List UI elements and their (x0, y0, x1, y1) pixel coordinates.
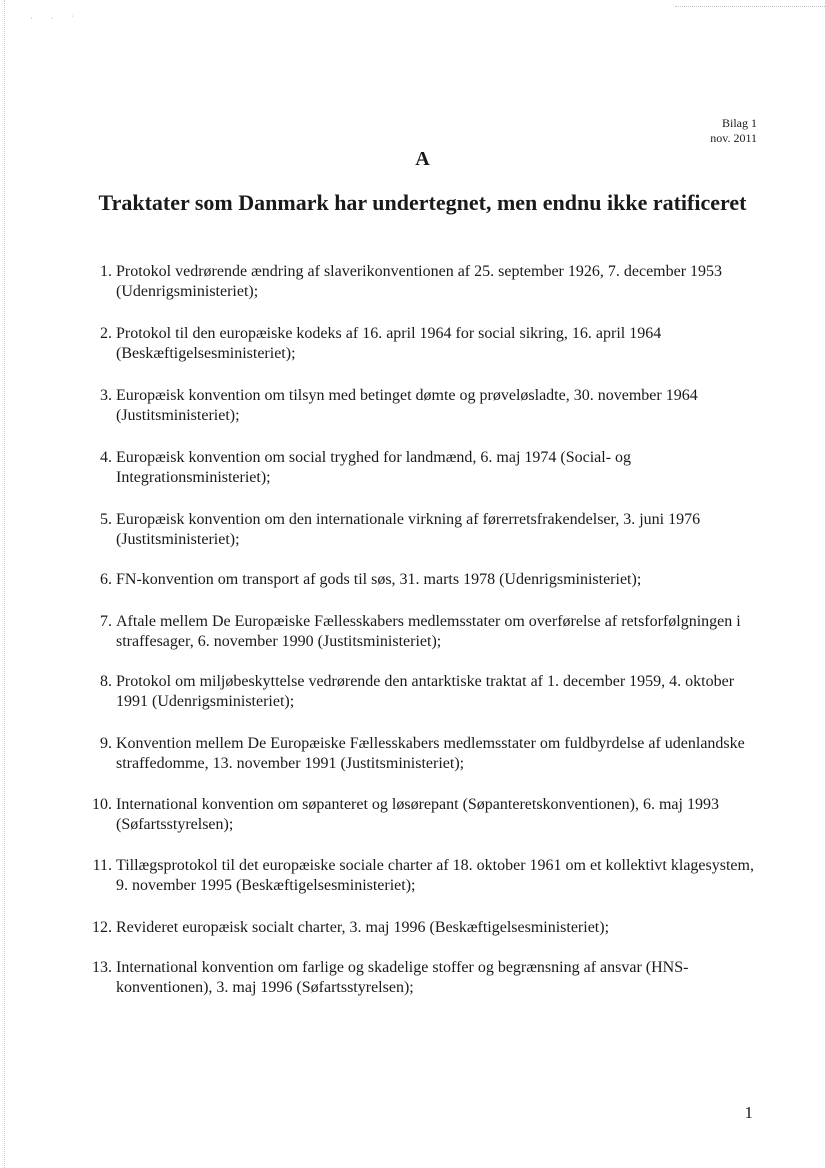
list-item (84, 386, 764, 426)
list-item (84, 856, 764, 896)
scan-edge-top (675, 6, 825, 8)
list-item (84, 324, 764, 364)
scan-edge-left (4, 0, 6, 1168)
list-item (84, 448, 764, 488)
list-item (84, 918, 764, 938)
list-item-number: 1. (100, 263, 112, 280)
list-item-number: 13. (92, 959, 112, 976)
list-item (84, 672, 764, 712)
list-item-number: 12. (92, 919, 112, 936)
list-item-text: Protokol vedrørende ændring af slaverikonventionen af 25. september 1926, 7. december 1953 (Udenrigsministeriet); (116, 263, 723, 300)
list-item-text: Europæisk konvention om den internationale virkning af førerretsfrakendelser, 3. juni 1976 (Justitsministeriet); (116, 511, 701, 548)
list-item-number: 8. (100, 673, 112, 690)
appendix-date: nov. 2011 (710, 131, 757, 145)
list-item (84, 734, 764, 774)
list-item-number: 4. (100, 449, 112, 466)
list-item (84, 262, 764, 302)
list-item (84, 612, 764, 652)
list-item (84, 570, 764, 590)
appendix-number: Bilag 1 (722, 116, 757, 130)
list-item-text: Protokol om miljøbeskyttelse vedrørende den antarktiske traktat af 1. december 1959, 4. oktober 1991 (Udenrigsministeriet); (116, 673, 735, 710)
page-number: 1 (744, 1103, 753, 1122)
list-item-text: Europæisk konvention om tilsyn med betinget dømte og prøveløsladte, 30. november 1964 (Justitsministeriet); (116, 387, 698, 424)
list-item-text: Protokol til den europæiske kodeks af 16. april 1964 for social sikring, 16. april 1964 (Beskæftigelsesministeriet); (116, 325, 662, 362)
list-item-text: Revideret europæisk socialt charter, 3. maj 1996 (Beskæftigelsesministeriet); (116, 919, 610, 936)
list-item (84, 510, 764, 550)
list-item (84, 795, 764, 835)
list-item-text: International konvention om søpanteret og løsørepant (Søpanteretskonventionen), 6. maj 1993 (Søfartsstyrelsen); (116, 796, 719, 833)
section-letter: A (415, 148, 430, 170)
list-item-text: Tillægsprotokol til det europæiske sociale charter af 18. oktober 1961 om et kollektivt klagesystem, 9. november 1995 (Beskæftigelsesministeriet); (116, 857, 754, 894)
page-title: Traktater som Danmark har undertegnet, men endnu ikke ratificeret (98, 190, 747, 215)
list-item-number: 10. (92, 796, 112, 813)
list-item-text: Aftale mellem De Europæiske Fællesskabers medlemsstater om overførelse af retsforfølgningen i straffesager, 6. november 1990 (Justitsministeriet); (116, 613, 741, 650)
list-item-text: Europæisk konvention om social tryghed for landmænd, 6. maj 1974 (Social- og Integrationsministeriet); (116, 449, 632, 486)
list-item-number: 5. (100, 511, 112, 528)
list-item-number: 7. (100, 613, 112, 630)
list-item-number: 3. (100, 387, 112, 404)
list-item-number: 6. (100, 571, 112, 588)
list-item-text: International konvention om farlige og skadelige stoffer og begrænsning af ansvar (HNS-konventionen), 3. maj 1996 (Søfartsstyrelsen); (116, 959, 689, 996)
list-item-number: 2. (100, 325, 112, 342)
appendix-label (710, 116, 757, 146)
scan-specks: · · ˙ (30, 14, 82, 23)
list-item-text: FN-konvention om transport af gods til søs, 31. marts 1978 (Udenrigsministeriet); (116, 571, 642, 588)
list-item-text: Konvention mellem De Europæiske Fællesskabers medlemsstater om fuldbyrdelse af udenlandske straffedomme, 13. november 1991 (Justitsministeriet); (116, 735, 745, 772)
list-item-number: 9. (100, 735, 112, 752)
list-item (84, 958, 764, 998)
list-item-number: 11. (92, 857, 112, 874)
